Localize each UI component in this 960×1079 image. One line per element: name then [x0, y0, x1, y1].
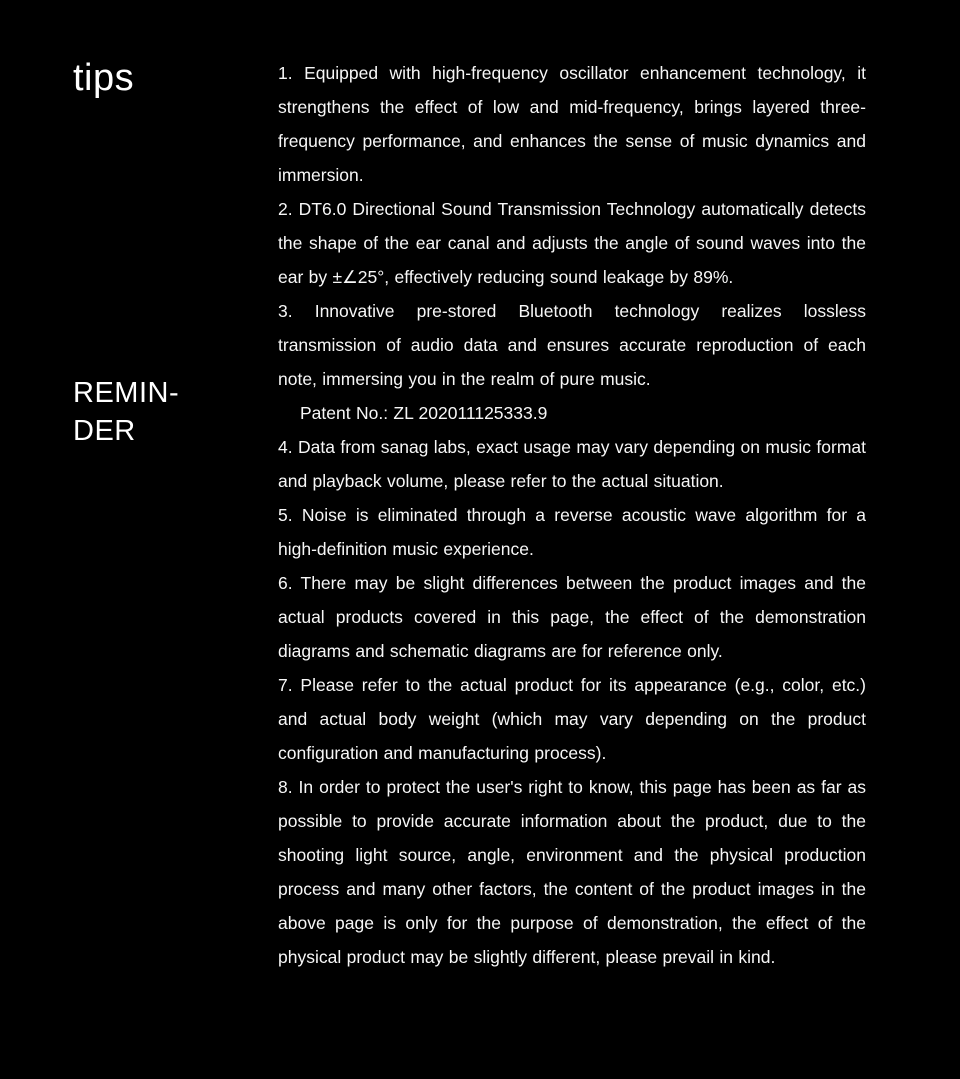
tips-item: 3. Innovative pre-stored Bluetooth technology realizes lossless transmission of audio data and ensures accurate reproduction of each note, immersing you in the realm of pure music. [278, 301, 866, 389]
tips-list [278, 56, 866, 974]
tips-item: 1. Equipped with high-frequency oscillator enhancement technology, it strengthens the effect of low and mid-frequency, brings layered three-frequency performance, and enhances the sense of music dynamics and immersion. [278, 63, 866, 185]
tips-heading: tips [73, 57, 135, 99]
tips-item: 8. In order to protect the user's right to know, this page has been as far as possible to provide accurate information about the product, due to the shooting light source, angle, environment and the physical production process and many other factors, the content of the product images in the above page is only for the purpose of demonstration, the effect of the physical product may be slightly different, please prevail in kind. [278, 777, 866, 967]
tips-item: 2. DT6.0 Directional Sound Transmission Technology automatically detects the shape of the ear canal and adjusts the angle of sound waves into the ear by ±∠25°, effectively reducing sound leakage by 89%. [278, 199, 866, 287]
tips-item: 6. There may be slight differences between the product images and the actual products covered in this page, the effect of the demonstration diagrams and schematic diagrams are for reference only. [278, 573, 866, 661]
reminder-heading-line2: DER [73, 415, 136, 447]
tips-item: 5. Noise is eliminated through a reverse acoustic wave algorithm for a high-definition music experience. [278, 505, 866, 559]
tips-item: 7. Please refer to the actual product for its appearance (e.g., color, etc.) and actual body weight (which may vary depending on the product configuration and manufacturing process). [278, 675, 866, 763]
reminder-heading [73, 374, 179, 450]
patent-number-line: Patent No.: ZL 202011125333.9 [300, 403, 548, 423]
reminder-heading-line1: REMIN- [73, 377, 180, 409]
tips-item: 4. Data from sanag labs, exact usage may vary depending on music format and playback volume, please refer to the actual situation. [278, 437, 866, 491]
